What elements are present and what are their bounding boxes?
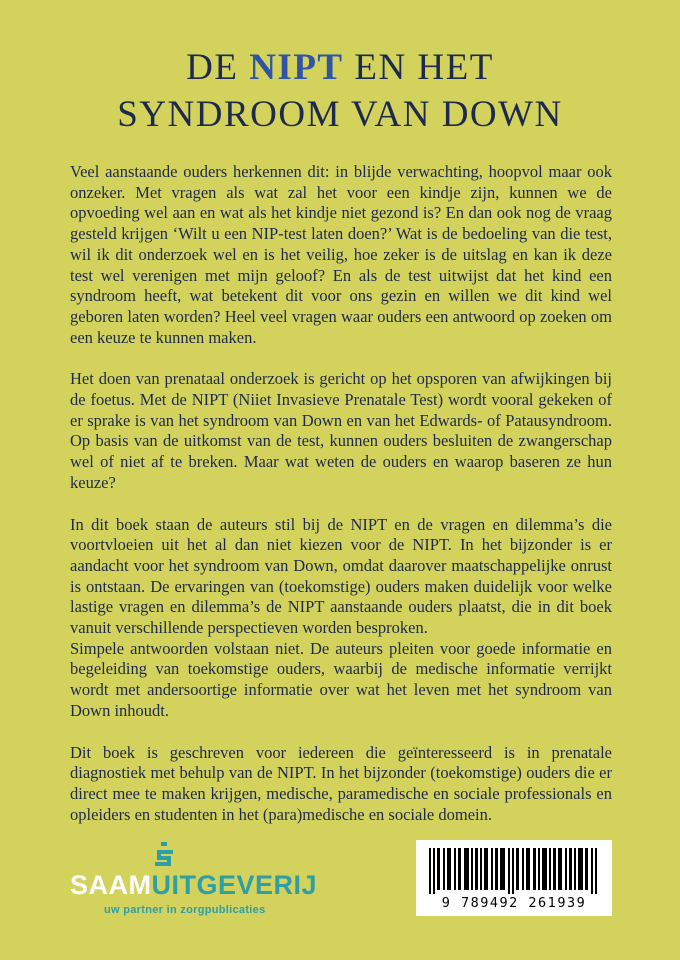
publisher-logo <box>70 840 317 916</box>
paragraph-book-focus: In dit boek staan de auteurs stil bij de NIPT en de vragen en dilemma’s die voortvloeien uit het al dan niet kiezen voor de NIPT. In het bijzonder is er aandacht voor het syndroom van Down, omdat daarover maatschappelijke onrust is ontstaan. De ervaringen van (toekomstige) ouders maken duidelijk voor welke lastige vragen en dilemma’s de NIPT aanstaande ouders plaatst, die in dit boek vanuit verschillende perspectieven worden besproken. <box>70 514 612 638</box>
paragraph-authors-plea: Simpele antwoorden volstaan niet. De auteurs pleiten voor goede informatie en begeleiding van toekomstige ouders, waarbij de medische informatie verrijkt wordt met andersoortige informatie over wat het leven met het syndroom van Down inhoudt. <box>70 638 612 720</box>
publisher-name-saam: SAAM <box>70 870 152 900</box>
publisher-name-uitgeverij: UITGEVERIJ <box>151 870 318 900</box>
title-line-1 <box>0 44 680 91</box>
barcode-number: 9 789492 261939 <box>441 895 587 911</box>
title-highlight-nipt: NIPT <box>249 47 344 88</box>
barcode-bars <box>427 848 601 894</box>
title-line-2: SYNDROOM VAN DOWN <box>117 94 563 136</box>
publisher-logo-icon <box>148 840 180 870</box>
paragraph-nipt-explanation: Het doen van prenataal onderzoek is gericht op het opsporen van afwijkingen bij de foetus. Met de NIPT (Niiet Invasieve Prenatale Test) wordt vooral gekeken of er sprake is van het syndroom van Down en van het Edwards- of Patausyndroom. Op basis van de uitkomst van de test, kunnen ouders besluiten de zwangerschap wel of niet af te breken. Maar wat weten de ouders en waarop baseren ze hun keuze? <box>70 369 612 492</box>
paragraph-target-audience: Dit boek is geschreven voor iedereen die geïnteresseerd is in prenatale diagnostiek met behulp van de NIPT. In het bijzonder (toekomstige) ouders die er direct mee te maken krijgen, medische, paramedische en sociale professionals en opleiders en studenten in het (para)medische en sociale domein. <box>70 742 612 824</box>
publisher-name <box>70 872 317 899</box>
publisher-tagline: uw partner in zorgpublicaties <box>104 904 266 916</box>
barcode <box>416 840 612 916</box>
cover-footer <box>70 840 612 916</box>
back-cover-text <box>70 162 612 846</box>
title-text-pre: DE <box>186 47 250 88</box>
paragraph-parents-questions: Veel aanstaande ouders herkennen dit: in blijde verwachting, hoopvol maar ook onzeker. Met vragen als wat zal het voor een kindje zijn, kunnen we de opvoeding wel aan en wat als het kindje niet gezond is? En dan ook nog de vraag gesteld krijgen ‘Wilt u een NIP-test laten doen?’ Wat is de bedoeling van die test, wil ik dit onderzoek wel en is het veilig, hoe zeker is de uitslag en kan ik deze test wel verenigen met mijn geloof? En als de test uitwijst dat het kind een syndroom heeft, wat betekent dit voor ons gezin en willen we dit kind wel geboren laten worden? Heel veel vragen waar ouders een antwoord op zoeken om een keuze te kunnen maken. <box>70 162 612 347</box>
book-title <box>0 44 680 139</box>
title-text-post: EN HET <box>343 47 494 88</box>
